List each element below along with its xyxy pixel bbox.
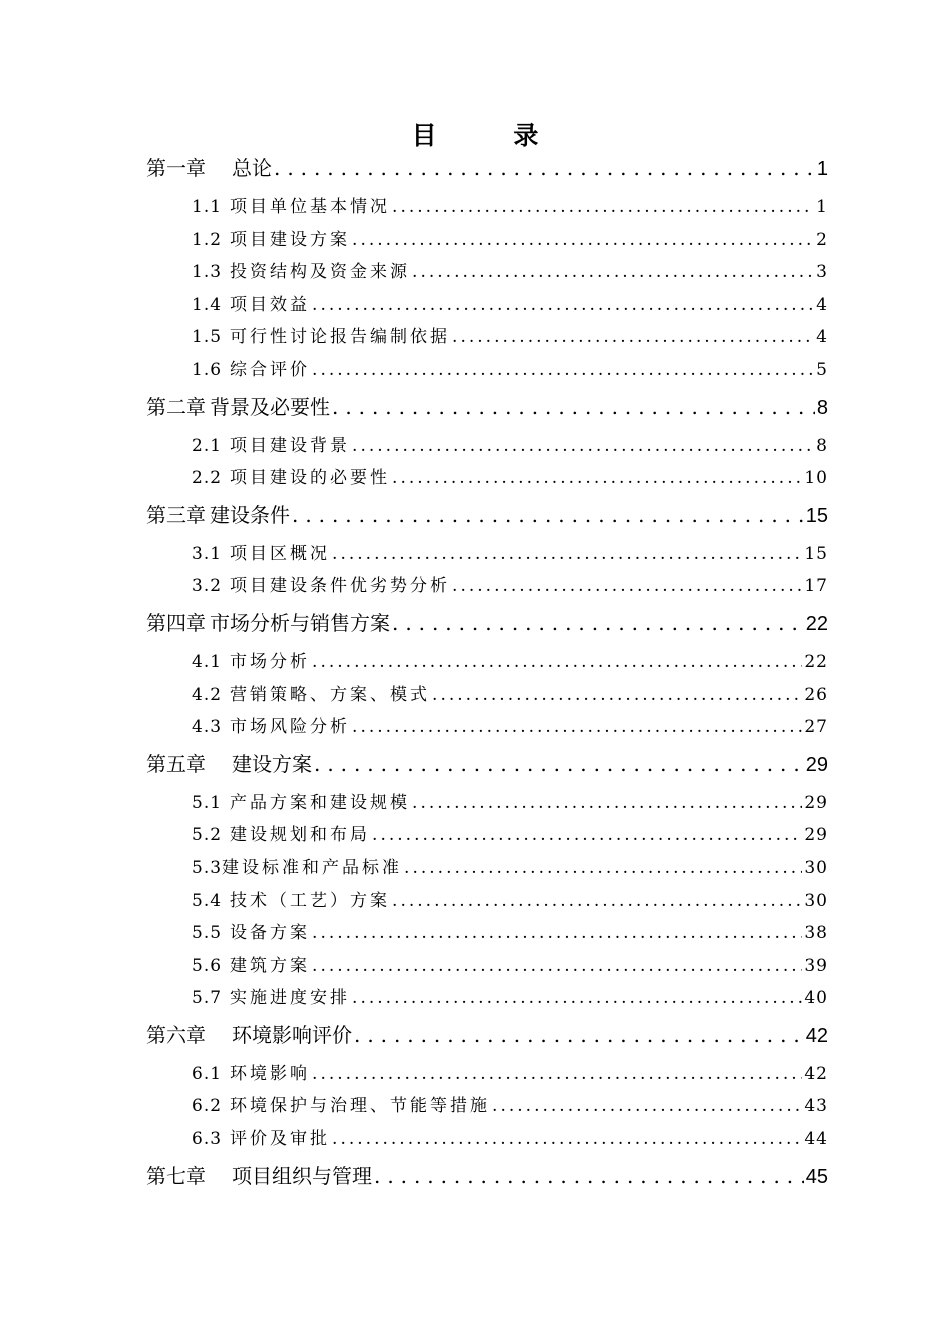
toc-section-entry[interactable]	[146, 711, 828, 744]
toc-entry-number: 5.3	[192, 857, 223, 878]
toc-section-entry[interactable]	[146, 1123, 828, 1156]
toc-entry-number: 第三章	[146, 502, 206, 527]
toc-entry-number: 1.6	[192, 359, 223, 380]
toc-dot-leader	[392, 191, 814, 224]
toc-entry-label: 项目区概况	[230, 543, 331, 564]
toc-entry-number: 5.7	[192, 988, 223, 1009]
toc-chapter-entry[interactable]	[146, 603, 828, 643]
toc-entry-page-number: 1	[816, 158, 828, 180]
toc-chapter-entry[interactable]	[146, 387, 828, 427]
toc-entry-number: 第七章	[146, 1163, 206, 1188]
toc-entry-number: 5.6	[192, 955, 223, 976]
toc-entry-number: 1.1	[192, 197, 223, 217]
toc-entry-number: 第一章	[146, 156, 206, 180]
toc-dot-leader	[332, 387, 815, 427]
toc-entry-number: 3.1	[192, 543, 223, 564]
toc-dot-leader	[374, 1156, 804, 1196]
toc-dot-leader	[392, 462, 802, 495]
toc-entry-number: 5.2	[192, 825, 223, 846]
toc-dot-leader	[452, 570, 802, 603]
toc-chapter-entry[interactable]	[146, 495, 828, 535]
toc-dot-leader	[432, 679, 802, 712]
toc-section-entry[interactable]	[146, 354, 828, 387]
toc-entry-number: 第五章	[146, 751, 206, 776]
toc-entry-number: 1.4	[192, 294, 223, 315]
toc-section-entry[interactable]	[146, 787, 828, 820]
toc-dot-leader	[352, 224, 814, 257]
toc-entry-label: 项目建设方案	[230, 229, 351, 250]
toc-entry-page-number: 1	[816, 197, 828, 217]
toc-chapter-entry[interactable]	[146, 1156, 828, 1196]
toc-section-entry[interactable]	[146, 321, 828, 354]
toc-entry-label: 技术（工艺）方案	[230, 890, 391, 911]
toc-entry-page-number: 42	[805, 1024, 828, 1047]
toc-dot-leader	[332, 538, 802, 571]
toc-section-entry[interactable]	[146, 538, 828, 571]
toc-section-entry[interactable]	[146, 819, 828, 852]
toc-entry-number: 1.3	[192, 262, 223, 283]
toc-entry-number: 1.2	[192, 229, 223, 250]
toc-dot-leader	[332, 1123, 802, 1156]
toc-dot-leader	[314, 744, 804, 784]
toc-section-entry[interactable]	[146, 982, 828, 1015]
toc-entry-label: 建筑方案	[230, 955, 311, 976]
toc-entry-number: 第二章	[146, 394, 206, 419]
toc-entry-number: 2.1	[192, 435, 223, 456]
toc-section-entry[interactable]	[146, 852, 828, 885]
toc-entry-label: 综合评价	[230, 359, 311, 380]
toc-entry-page-number: 3	[816, 262, 828, 283]
toc-entry-number: 6.1	[192, 1063, 223, 1084]
toc-entry-label: 建设方案	[232, 751, 312, 776]
toc-entry-page-number: 40	[804, 988, 828, 1009]
toc-entry-label: 项目组织与管理	[232, 1163, 372, 1188]
toc-dot-leader	[372, 819, 802, 852]
toc-entry-page-number: 8	[816, 435, 828, 456]
toc-section-entry[interactable]	[146, 679, 828, 712]
toc-entry-page-number: 43	[804, 1096, 828, 1117]
toc-entry-page-number: 4	[816, 327, 828, 348]
toc-entry-number: 5.5	[192, 923, 223, 944]
toc-dot-leader	[412, 787, 802, 820]
toc-section-entry[interactable]	[146, 224, 828, 257]
toc-entry-number: 5.4	[192, 890, 223, 911]
toc-entry-label: 环境影响评价	[232, 1022, 352, 1047]
toc-entry-label: 项目建设的必要性	[230, 468, 391, 489]
toc-entry-label: 实施进度安排	[230, 988, 351, 1009]
toc-entry-number: 3.2	[192, 576, 223, 597]
toc-dot-leader	[412, 256, 814, 289]
toc-entry-page-number: 38	[804, 923, 828, 944]
toc-dot-leader	[492, 1090, 802, 1123]
toc-entry-label: 产品方案和建设规模	[230, 792, 411, 813]
toc-entry-label: 总论	[232, 156, 272, 180]
toc-entry-label: 项目单位基本情况	[230, 197, 391, 217]
toc-section-entry[interactable]	[146, 289, 828, 322]
toc-entry-page-number: 4	[816, 294, 828, 315]
toc-entry-label: 市场分析与销售方案	[210, 610, 390, 635]
toc-entry-page-number: 10	[804, 468, 828, 489]
toc-dot-leader	[404, 852, 802, 885]
toc-entry-page-number: 2	[816, 229, 828, 250]
toc-section-entry[interactable]	[146, 1090, 828, 1123]
toc-dot-leader	[354, 1015, 804, 1055]
toc-entry-label: 营销策略、方案、模式	[230, 684, 431, 705]
toc-dot-leader	[312, 289, 814, 322]
toc-entry-number: 5.1	[192, 792, 223, 813]
toc-dot-leader	[312, 354, 814, 387]
toc-section-entry[interactable]	[146, 1058, 828, 1091]
toc-entry-page-number: 39	[804, 955, 828, 976]
toc-section-entry[interactable]	[146, 430, 828, 463]
toc-entry-page-number: 42	[804, 1063, 828, 1084]
toc-entry-page-number: 29	[805, 753, 828, 776]
toc-entry-page-number: 27	[804, 717, 828, 738]
toc-chapter-entry[interactable]	[146, 1015, 828, 1055]
toc-entry-page-number: 26	[804, 684, 828, 705]
toc-entry-label: 环境影响	[230, 1063, 311, 1084]
toc-entry-label: 设备方案	[230, 923, 311, 944]
toc-entry-page-number: 30	[804, 890, 828, 911]
toc-entry-page-number: 17	[804, 576, 828, 597]
toc-entry-page-number: 44	[804, 1129, 828, 1150]
toc-section-entry[interactable]	[146, 917, 828, 950]
toc-dot-leader	[352, 711, 802, 744]
toc-entry-number: 4.1	[192, 651, 223, 672]
toc-section-entry[interactable]	[146, 256, 828, 289]
toc-entry-number: 4.3	[192, 717, 223, 738]
toc-entry-label: 评价及审批	[230, 1129, 331, 1150]
toc-dot-leader	[392, 603, 804, 643]
toc-entry-page-number: 15	[805, 504, 828, 527]
toc-entry-label: 市场风险分析	[230, 717, 351, 738]
toc-entry-page-number: 15	[804, 543, 828, 564]
toc-entry-number: 2.2	[192, 468, 223, 489]
toc-entry-page-number: 8	[816, 396, 828, 419]
toc-title: 目 录	[411, 121, 573, 150]
toc-dot-leader	[292, 495, 804, 535]
toc-entry-number: 第四章	[146, 610, 206, 635]
toc-dot-leader	[312, 1058, 802, 1091]
toc-entry-label: 项目建设背景	[230, 435, 351, 456]
toc-entry-page-number: 29	[804, 825, 828, 846]
toc-dot-leader	[392, 885, 802, 918]
toc-dot-leader	[452, 321, 814, 354]
toc-entry-label: 背景及必要性	[210, 394, 330, 419]
toc-entry-page-number: 45	[805, 1165, 828, 1188]
toc-chapter-entry[interactable]	[146, 148, 828, 188]
toc-section-entry[interactable]	[146, 191, 828, 224]
toc-entry-page-number: 29	[804, 792, 828, 813]
toc-entry-label: 环境保护与治理、节能等措施	[230, 1096, 491, 1117]
toc-section-entry[interactable]	[146, 462, 828, 495]
toc-entry-page-number: 22	[804, 651, 828, 672]
toc-chapter-entry[interactable]	[146, 744, 828, 784]
toc-dot-leader	[274, 148, 815, 188]
toc-dot-leader	[312, 646, 802, 679]
toc-section-entry[interactable]	[146, 950, 828, 983]
toc-entry-number: 4.2	[192, 684, 223, 705]
toc-entry-number: 第六章	[146, 1022, 206, 1047]
toc-entry-label: 投资结构及资金来源	[230, 262, 411, 283]
toc-entry-label: 市场分析	[230, 651, 311, 672]
toc-entry-page-number: 30	[804, 857, 828, 878]
table-of-contents	[146, 148, 828, 1196]
toc-section-entry[interactable]	[146, 646, 828, 679]
toc-entry-label: 项目效益	[230, 294, 311, 315]
toc-entry-number: 6.3	[192, 1129, 223, 1150]
toc-entry-label: 项目建设条件优劣势分析	[230, 576, 451, 597]
toc-entry-number: 1.5	[192, 327, 223, 348]
toc-entry-label: 建设条件	[210, 502, 290, 527]
toc-dot-leader	[352, 430, 814, 463]
toc-dot-leader	[312, 917, 802, 950]
toc-entry-number: 6.2	[192, 1096, 223, 1117]
toc-section-entry[interactable]	[146, 885, 828, 918]
toc-entry-label: 可行性讨论报告编制依据	[230, 327, 451, 348]
toc-entry-label: 建设规划和布局	[230, 825, 371, 846]
toc-section-entry[interactable]	[146, 570, 828, 603]
toc-entry-label: 建设标准和产品标准	[222, 857, 403, 878]
toc-entry-page-number: 5	[816, 359, 828, 380]
toc-dot-leader	[312, 950, 802, 983]
toc-entry-page-number: 22	[805, 612, 828, 635]
toc-dot-leader	[352, 982, 802, 1015]
